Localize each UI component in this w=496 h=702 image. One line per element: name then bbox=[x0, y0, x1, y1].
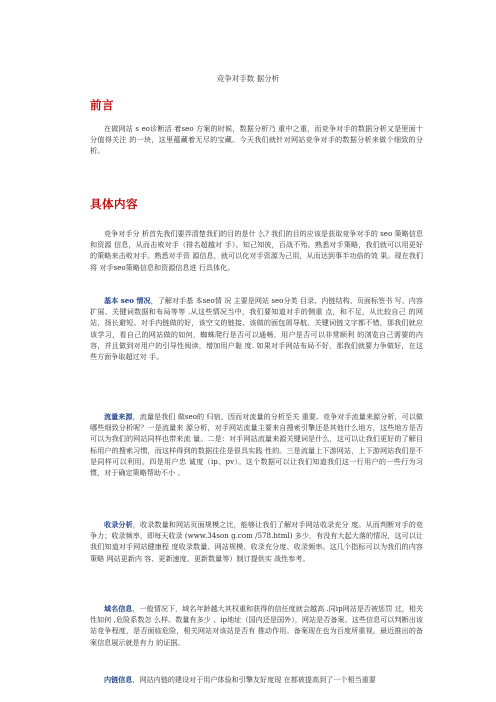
paragraph-preface bbox=[90, 123, 423, 157]
document-title: 竞争对手数 据分析 bbox=[216, 74, 280, 83]
paragraph-lead: 流量来源 bbox=[104, 412, 133, 421]
paragraph-lead: 内链信息 bbox=[104, 675, 133, 684]
paragraph-text: ，一般情况下，域名年龄越大其权重和获得的信任度就会越高 .同ip网站是否被惩罚 过，相关性如何 ,危险系数怎 么样。数量有多少 、ip地址（国内还是国外），网站是否备案。这些信息可以判断出该站竞争程度，是否面临危险，相关网站对该站是否有 推动作用。备案现在也为百度所重视，最近推出的备案信息展示就是有力 的证据。 bbox=[90, 604, 424, 647]
paragraph-lead: 域名信息 bbox=[104, 604, 133, 613]
section-heading-content: 具体内容 bbox=[90, 197, 138, 211]
section-heading-preface: 前言 bbox=[90, 98, 114, 112]
paragraph-text: ，流量是我们 做seo的 归宿，因而对流量的分析至关 重要。竞争对手流量来源分析，可以做哪些细致分析呢？一是流量来 源分析，对手网站流量主要来自搜索引擎还是其他什么地方，这些地方是否可以为我们的网站同样也带来流 量。二是：对手网站流量来源关键词是什么，这可以让我们更好的了解目标用户的搜索习惯，而这样得到的数据往往是很具实践 性的。三是流量上下游网站，上下游网站我们是不是同样可以利用。四是用户忠 诚度（ip、pv）。这个数据可以让我们知道我们这一行用户的一些行为习惯，对于确定策略帮助不小 。 bbox=[90, 412, 424, 478]
paragraph-lead: 收录分析 bbox=[104, 520, 133, 529]
paragraph-text: ，了解对手基 本seo情 况 主要是网站 seo分类 目录、内链结构、页面标签书 写、内容扩展、关键词数据和布局等等 .从这些情况当中，我们要知道对手的侧重 点，和不足，从比较自己 的网站，扬长避短。对手内链做的好，该空文的链接、该做的面包屑导航、关键词链文字都不错，那我们就应该学习，看自己的网站做的如何，蜘蛛爬行是否可以通畅，用户是否可以非常顺利 的浏览自己需要的内容，并且做到对用户的引导性阅读，增加用户黏 度. 如果对手网站布局不好，那我们就要力争做好，在这些方面争取超过对 手。 bbox=[90, 296, 423, 362]
paragraph-basic-seo bbox=[90, 295, 423, 362]
paragraph-domain-info bbox=[90, 603, 423, 648]
paragraph-text: 在做网站 s eo诊断活 着seo 方案的时候，数据分析乃 重中之重，而竞争对手的数据分析又是里面十分值得关注 的一块，这里蕴藏着无尽的宝藏。今天我们就针对网站竞争对手的数据分析来做个细致的分 析。 bbox=[90, 124, 423, 156]
paragraph-lead: 基本 seo 情况 bbox=[104, 296, 151, 305]
paragraph-text: ，收录数量和网站页面规模之比，能够让我们了解对手网站收录充分 度。从而判断对手的竞争力；收录频率，即每天收录 (www.34son g.com /578.html) 多少，有没有大起大落的情况，这可以让我们知道对手网站健康程 度收录数量、网站规模、收录充分度、收录频率。这几个指标可以为我们的内容策略 网站更新内 容、更新速度、更新数量等）制订提供实 战性参考。 bbox=[90, 520, 423, 563]
paragraph-index-analysis bbox=[90, 519, 423, 564]
paragraph-internal-links bbox=[90, 674, 423, 685]
paragraph-text: ，网站内链的建设对于用户体验和引擎友好度现 在都被提高到了一个相当重要 bbox=[132, 675, 376, 684]
paragraph-intro bbox=[90, 228, 423, 273]
paragraph-text: 竞争对手分 析首先我们要弄清楚我们的目的是什 么? 我们的目的应该是获取竞争对手的 seo 策略信息和资源 信息，从而击败对手（排名超越对 手）。知己知彼，百战不殆。熟悉对手策略，我们就可以用更好的策略来击败对手。熟悉对手资 源信息，就可以化对手资源为己用，从而达到事半功倍的效 果。现在我们将 对手seo策略信息和资源信息进 行具体化。 bbox=[90, 229, 423, 272]
paragraph-traffic-source bbox=[90, 411, 423, 478]
